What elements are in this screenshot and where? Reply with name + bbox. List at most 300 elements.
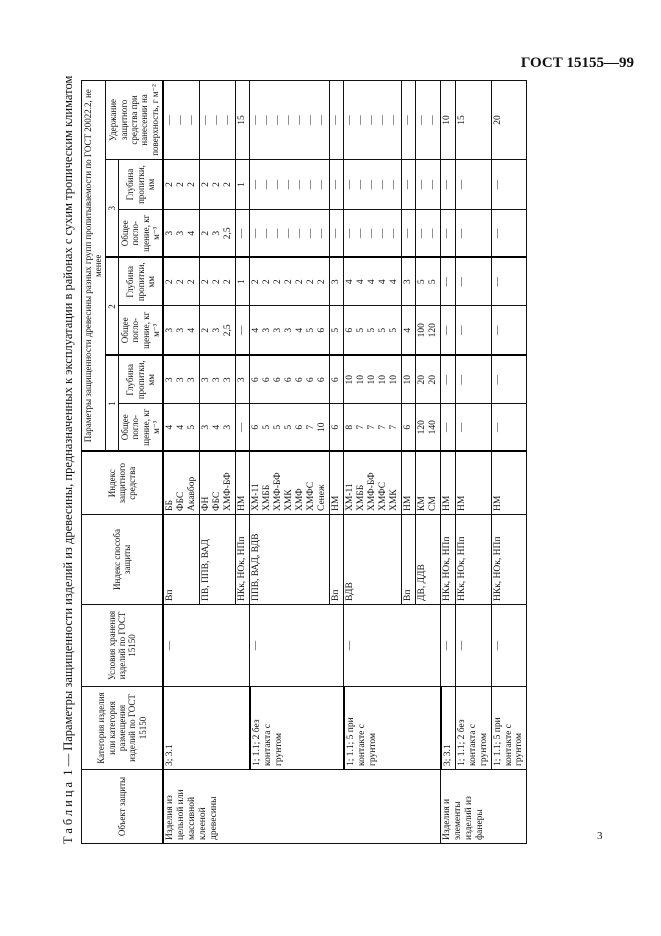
cell-value: 3 bbox=[212, 327, 223, 333]
cell-agent bbox=[236, 452, 250, 515]
cell-value: — bbox=[428, 179, 439, 190]
cell-value: 6 bbox=[284, 377, 295, 383]
cell-method: ДВ, ДДВ bbox=[416, 515, 441, 605]
table-row bbox=[441, 80, 455, 843]
cell-value: 5 bbox=[262, 424, 273, 430]
cell-value: — bbox=[367, 179, 378, 190]
cell-method: Вп bbox=[330, 515, 344, 605]
cell-value: — bbox=[389, 179, 400, 190]
cell-value: — bbox=[306, 228, 317, 238]
cell-value: 2 bbox=[273, 279, 284, 285]
cell-g2d bbox=[344, 258, 402, 306]
cell-value: — bbox=[306, 115, 317, 125]
agent-value: ХМК bbox=[389, 489, 400, 511]
agent-value: НМ bbox=[456, 495, 467, 511]
cell-value: — bbox=[442, 228, 453, 238]
cell-value: — bbox=[262, 228, 273, 238]
cell-g3a bbox=[330, 210, 344, 258]
cell-g2a bbox=[250, 306, 330, 356]
cell-value: 3 bbox=[187, 377, 198, 383]
cell-g3a bbox=[455, 210, 491, 258]
agent-value: ХМФ-БФ bbox=[273, 472, 284, 511]
cell-value: — bbox=[356, 228, 367, 238]
cell-value: — bbox=[331, 115, 342, 125]
cell-agent bbox=[416, 452, 441, 515]
cell-ret bbox=[250, 80, 330, 159]
cell-g1d bbox=[344, 356, 402, 404]
cell-g1d bbox=[455, 356, 491, 404]
cell-ret bbox=[402, 80, 416, 159]
cell-value: 2 bbox=[212, 279, 223, 285]
cell-value: 3 bbox=[212, 377, 223, 383]
cell-g3d bbox=[416, 160, 441, 210]
cell-value: 3 bbox=[165, 377, 176, 383]
rotated-table-stage bbox=[56, 75, 631, 844]
cell-value: 7 bbox=[389, 424, 400, 430]
cell-value: 10 bbox=[389, 375, 400, 385]
cell-g1d bbox=[491, 356, 527, 404]
cell-value: — bbox=[284, 115, 295, 125]
cell-value: — bbox=[176, 115, 187, 125]
col-category: Категория изделия или категория размещения изделий по ГОСТ 15150 bbox=[82, 687, 164, 770]
cell-category: 3; 3.1 bbox=[441, 687, 455, 770]
cell-value: 6 bbox=[273, 377, 284, 383]
cell-value: 7 bbox=[306, 424, 317, 430]
cell-value: 6 bbox=[251, 377, 262, 383]
cell-value: 4 bbox=[403, 327, 414, 333]
cell-object: Изделия из цельной или массивной клееной древесины bbox=[163, 770, 441, 844]
cell-g1d bbox=[402, 356, 416, 404]
cell-g2d bbox=[402, 258, 416, 306]
cell-ret bbox=[491, 80, 527, 159]
cell-g1a bbox=[250, 404, 330, 452]
col-g2-absorption: Общее погло- щение, кг м⁻³ bbox=[119, 306, 164, 356]
cell-g2a bbox=[455, 306, 491, 356]
cell-value: 5 bbox=[187, 424, 198, 430]
cell-value: 5 bbox=[417, 279, 428, 285]
cell-method: НКк, НОк, НПп bbox=[236, 515, 250, 605]
cell-g3a bbox=[491, 210, 527, 258]
cell-g3d bbox=[200, 160, 236, 210]
col-agent: Индекс защитного средства bbox=[82, 452, 164, 515]
agent-value: Сенеж bbox=[317, 484, 328, 511]
cell-value: 2 bbox=[212, 182, 223, 187]
col-retention: Удержание защитного средства при нанесении на поверхность, г м⁻² bbox=[105, 80, 163, 159]
cell-agent bbox=[330, 452, 344, 515]
cell-value: 5 bbox=[356, 327, 367, 333]
cell-storage: — bbox=[163, 605, 250, 687]
page-number: 3 bbox=[597, 830, 603, 842]
cell-category: 1; 1.1; 2 без контакта с грунтом bbox=[455, 687, 491, 770]
cell-agent bbox=[441, 452, 455, 515]
cell-value: — bbox=[389, 115, 400, 125]
cell-value: 15 bbox=[456, 115, 467, 125]
cell-g2d bbox=[455, 258, 491, 306]
agent-value: ХМК bbox=[284, 489, 295, 511]
caption-prefix: Таблица bbox=[61, 778, 75, 844]
cell-g1d bbox=[250, 356, 330, 404]
cell-g3d bbox=[441, 160, 455, 210]
cell-value: 3 bbox=[223, 424, 234, 430]
cell-value: 120 bbox=[417, 420, 428, 435]
cell-g2a bbox=[491, 306, 527, 356]
cell-value: 10 bbox=[367, 375, 378, 385]
cell-value: 6 bbox=[345, 327, 356, 333]
col-g3-depth: Глубина пропитки, мм bbox=[119, 160, 164, 210]
cell-value: — bbox=[331, 228, 342, 238]
cell-value: 10 bbox=[378, 375, 389, 385]
cell-value: 2 bbox=[251, 279, 262, 285]
cell-method: НКк, НОк, НПп bbox=[455, 515, 491, 605]
cell-method: Вп bbox=[163, 515, 200, 605]
cell-value: — bbox=[317, 228, 328, 238]
cell-g2a bbox=[236, 306, 250, 356]
cell-value: — bbox=[295, 115, 306, 125]
cell-value: 5 bbox=[273, 424, 284, 430]
cell-g3a bbox=[236, 210, 250, 258]
cell-value: — bbox=[356, 179, 367, 190]
col-params: Параметры защищенности древесины разных групп пропитываемости по ГОСТ 20022.2, не менее bbox=[82, 80, 106, 451]
cell-value: 2 bbox=[201, 279, 212, 285]
cell-storage: — bbox=[250, 605, 344, 687]
agent-value: ФН bbox=[201, 496, 212, 511]
cell-value: 4 bbox=[378, 279, 389, 285]
cell-value: — bbox=[492, 422, 503, 432]
agent-value: ХМББ bbox=[356, 484, 367, 511]
cell-value: 120 bbox=[428, 323, 439, 338]
cell-g2a bbox=[402, 306, 416, 356]
cell-g1d bbox=[200, 356, 236, 404]
cell-category: 1; 1.1; 5 при контакте с грунтом bbox=[344, 687, 441, 770]
cell-g1d bbox=[416, 356, 441, 404]
agent-value: ХМББ bbox=[262, 484, 273, 511]
cell-value: 3 bbox=[176, 377, 187, 383]
cell-category: 1; 1.1; 5 при контакте с грунтом bbox=[491, 687, 527, 770]
cell-value: 3 bbox=[176, 327, 187, 333]
cell-value: 3 bbox=[201, 424, 212, 430]
cell-value: 4 bbox=[389, 279, 400, 285]
cell-value: — bbox=[201, 115, 212, 125]
cell-value: — bbox=[417, 179, 428, 190]
cell-value: — bbox=[251, 228, 262, 238]
cell-value: 2 bbox=[223, 182, 234, 187]
cell-g1a bbox=[344, 404, 402, 452]
cell-value: 20 bbox=[492, 115, 503, 125]
cell-value: 5 bbox=[306, 327, 317, 333]
cell-g2d bbox=[163, 258, 200, 306]
cell-value: 20 bbox=[428, 375, 439, 385]
cell-g2d bbox=[250, 258, 330, 306]
document-id: ГОСТ 15155—99 bbox=[520, 55, 634, 71]
cell-g1a bbox=[330, 404, 344, 452]
agent-value: НМ bbox=[403, 495, 414, 511]
cell-value: — bbox=[295, 179, 306, 190]
col-object: Объект защиты bbox=[82, 770, 164, 844]
cell-ret bbox=[455, 80, 491, 159]
cell-value: 3 bbox=[403, 279, 414, 285]
col-storage: Условия хранения изделий по ГОСТ 15150 bbox=[82, 605, 164, 687]
agent-value: ХМ-11 bbox=[251, 483, 262, 511]
cell-g1a bbox=[402, 404, 416, 452]
cell-value: 10 bbox=[317, 422, 328, 432]
cell-agent bbox=[250, 452, 330, 515]
cell-value: — bbox=[345, 228, 356, 238]
cell-value: 6 bbox=[295, 377, 306, 383]
agent-value: НМ bbox=[237, 495, 248, 511]
cell-value: 10 bbox=[442, 115, 453, 125]
cell-g1d bbox=[330, 356, 344, 404]
cell-value: 4 bbox=[176, 424, 187, 430]
table-row bbox=[455, 80, 491, 843]
cell-value: 3 bbox=[284, 327, 295, 333]
cell-value: — bbox=[306, 179, 317, 190]
cell-value: — bbox=[212, 115, 223, 125]
cell-value: 10 bbox=[403, 375, 414, 385]
cell-value: 3 bbox=[212, 230, 223, 236]
cell-g1a bbox=[163, 404, 200, 452]
cell-value: 2 bbox=[165, 182, 176, 187]
cell-storage: — bbox=[441, 605, 455, 687]
cell-value: 2 bbox=[187, 279, 198, 285]
cell-object: Изделия и элементы изделий из фанеры bbox=[441, 770, 527, 844]
cell-value: 4 bbox=[356, 279, 367, 285]
cell-method: Вп bbox=[402, 515, 416, 605]
cell-value: — bbox=[367, 115, 378, 125]
cell-value: — bbox=[378, 115, 389, 125]
agent-value: ХМФС bbox=[306, 481, 317, 511]
cell-value: 2 bbox=[223, 279, 234, 285]
cell-value: — bbox=[456, 325, 467, 335]
protection-parameters-table bbox=[81, 80, 527, 844]
cell-value: — bbox=[442, 375, 453, 385]
cell-value: — bbox=[492, 375, 503, 385]
cell-g1a bbox=[455, 404, 491, 452]
cell-value: 4 bbox=[345, 279, 356, 285]
cell-value: 6 bbox=[295, 424, 306, 430]
cell-ret bbox=[330, 80, 344, 159]
cell-g3a bbox=[441, 210, 455, 258]
cell-value: 2 bbox=[165, 279, 176, 285]
cell-value: — bbox=[492, 277, 503, 287]
cell-value: — bbox=[492, 228, 503, 238]
cell-g1d bbox=[163, 356, 200, 404]
cell-value: 2 bbox=[284, 279, 295, 285]
cell-value: 1 bbox=[237, 182, 248, 187]
cell-value: — bbox=[389, 228, 400, 238]
cell-g2a bbox=[200, 306, 236, 356]
cell-value: 2 bbox=[295, 279, 306, 285]
cell-g3d bbox=[236, 160, 250, 210]
cell-value: — bbox=[456, 228, 467, 238]
cell-value: 2,5 bbox=[223, 324, 234, 337]
cell-g3d bbox=[163, 160, 200, 210]
cell-g2d bbox=[416, 258, 441, 306]
cell-ret bbox=[200, 80, 236, 159]
cell-value: 6 bbox=[262, 377, 273, 383]
cell-g2d bbox=[330, 258, 344, 306]
cell-value: — bbox=[456, 375, 467, 385]
cell-value: 1 bbox=[237, 279, 248, 285]
cell-value: 3 bbox=[201, 377, 212, 383]
cell-value: 15 bbox=[237, 115, 248, 125]
table-row bbox=[163, 80, 200, 843]
cell-value: — bbox=[345, 179, 356, 190]
cell-value: — bbox=[223, 115, 234, 125]
cell-value: 5 bbox=[389, 327, 400, 333]
agent-value: ХМФ-БФ bbox=[367, 472, 378, 511]
cell-value: 2,5 bbox=[223, 227, 234, 240]
cell-category: 3; 3.1 bbox=[163, 687, 250, 770]
cell-g3a bbox=[402, 210, 416, 258]
cell-value: — bbox=[262, 179, 273, 190]
cell-value: — bbox=[492, 179, 503, 190]
cell-value: 7 bbox=[367, 424, 378, 430]
cell-g3d bbox=[491, 160, 527, 210]
cell-value: — bbox=[262, 115, 273, 125]
cell-value: 4 bbox=[187, 327, 198, 333]
cell-g3d bbox=[250, 160, 330, 210]
cell-g2a bbox=[441, 306, 455, 356]
cell-value: — bbox=[295, 228, 306, 238]
cell-value: 100 bbox=[417, 323, 428, 338]
cell-value: 10 bbox=[356, 375, 367, 385]
cell-value: 4 bbox=[251, 327, 262, 333]
cell-value: — bbox=[428, 228, 439, 238]
agent-value: ФБС bbox=[212, 491, 223, 511]
table-row bbox=[250, 80, 330, 843]
cell-ret bbox=[236, 80, 250, 159]
cell-agent bbox=[163, 452, 200, 515]
cell-value: — bbox=[251, 115, 262, 125]
cell-value: 3 bbox=[273, 327, 284, 333]
table-row bbox=[344, 80, 402, 843]
cell-ret bbox=[441, 80, 455, 159]
cell-value: — bbox=[273, 115, 284, 125]
cell-value: 8 bbox=[345, 424, 356, 430]
cell-value: 2 bbox=[176, 279, 187, 285]
agent-value: ХМФС bbox=[378, 481, 389, 511]
cell-ret bbox=[344, 80, 402, 159]
cell-value: — bbox=[378, 179, 389, 190]
cell-g1d bbox=[236, 356, 250, 404]
cell-value: — bbox=[403, 179, 414, 190]
cell-method: НКк, НОк, НПп bbox=[491, 515, 527, 605]
cell-value: 6 bbox=[331, 377, 342, 383]
cell-value: 2 bbox=[317, 279, 328, 285]
agent-value: НМ bbox=[442, 495, 453, 511]
cell-value: 3 bbox=[331, 279, 342, 285]
cell-value: — bbox=[442, 325, 453, 335]
cell-value: — bbox=[442, 422, 453, 432]
table-body bbox=[163, 80, 526, 843]
cell-value: 6 bbox=[331, 424, 342, 430]
cell-value: — bbox=[442, 179, 453, 190]
cell-value: — bbox=[417, 115, 428, 125]
cell-value: 20 bbox=[417, 375, 428, 385]
col-group-3: 3 bbox=[105, 160, 118, 258]
cell-value: 4 bbox=[295, 327, 306, 333]
col-g3-absorption: Общее погло- щение, кг м⁻³ bbox=[119, 210, 164, 258]
cell-method: НКк, НОк, НПп bbox=[441, 515, 455, 605]
agent-value: НМ bbox=[492, 495, 503, 511]
cell-value: 3 bbox=[165, 327, 176, 333]
cell-ret bbox=[416, 80, 441, 159]
cell-value: — bbox=[367, 228, 378, 238]
cell-value: 10 bbox=[345, 375, 356, 385]
cell-g3d bbox=[455, 160, 491, 210]
cell-value: 6 bbox=[403, 424, 414, 430]
cell-value: 2 bbox=[201, 182, 212, 187]
cell-value: 5 bbox=[378, 327, 389, 333]
cell-g1a bbox=[200, 404, 236, 452]
cell-value: 6 bbox=[317, 327, 328, 333]
cell-method: ВДВ bbox=[344, 515, 402, 605]
cell-g2a bbox=[330, 306, 344, 356]
cell-value: — bbox=[456, 422, 467, 432]
agent-value: ББ bbox=[165, 500, 176, 511]
cell-value: 7 bbox=[378, 424, 389, 430]
cell-value: 4 bbox=[187, 230, 198, 236]
cell-g3a bbox=[416, 210, 441, 258]
cell-g2d bbox=[236, 258, 250, 306]
col-method: Индекс способа защиты bbox=[82, 515, 164, 605]
cell-g2a bbox=[416, 306, 441, 356]
cell-ret bbox=[163, 80, 200, 159]
cell-value: 5 bbox=[331, 327, 342, 333]
cell-g3a bbox=[250, 210, 330, 258]
agent-value: КМ bbox=[417, 496, 428, 511]
cell-value: — bbox=[403, 228, 414, 238]
cell-g2d bbox=[441, 258, 455, 306]
table-caption bbox=[56, 76, 80, 844]
cell-storage: — bbox=[344, 605, 441, 687]
cell-value: 3 bbox=[165, 230, 176, 236]
agent-value: ХМ-11 bbox=[345, 483, 356, 511]
cell-value: — bbox=[187, 115, 198, 125]
cell-value: 2 bbox=[176, 182, 187, 187]
cell-value: — bbox=[273, 179, 284, 190]
col-g1-absorption: Общее погло- щение, кг м⁻³ bbox=[119, 404, 164, 452]
cell-g1a bbox=[491, 404, 527, 452]
cell-value: 6 bbox=[306, 377, 317, 383]
cell-value: 5 bbox=[428, 279, 439, 285]
cell-value: — bbox=[403, 115, 414, 125]
cell-value: 2 bbox=[201, 327, 212, 333]
cell-value: 2 bbox=[187, 182, 198, 187]
cell-g3a bbox=[200, 210, 236, 258]
col-group-2: 2 bbox=[105, 258, 118, 356]
caption-text: 1 — Параметры защищенности изделий из древесины, предназначенных к эксплуатации в районах с сухим тропическим климатом bbox=[61, 75, 75, 779]
cell-value: 6 bbox=[251, 424, 262, 430]
cell-g3a bbox=[163, 210, 200, 258]
cell-value: — bbox=[317, 179, 328, 190]
cell-value: 4 bbox=[367, 279, 378, 285]
cell-agent bbox=[200, 452, 236, 515]
cell-value: 7 bbox=[356, 424, 367, 430]
cell-value: 140 bbox=[428, 420, 439, 435]
cell-g1a bbox=[416, 404, 441, 452]
cell-value: — bbox=[237, 325, 248, 335]
cell-value: 2 bbox=[262, 279, 273, 285]
cell-value: — bbox=[356, 115, 367, 125]
cell-value: — bbox=[428, 115, 439, 125]
col-g2-depth: Глубина пропитки, мм bbox=[119, 258, 164, 306]
cell-value: — bbox=[237, 422, 248, 432]
cell-method: ПВ, ППВ, ВАД bbox=[200, 515, 236, 605]
cell-value: — bbox=[237, 228, 248, 238]
cell-g2a bbox=[344, 306, 402, 356]
cell-value: — bbox=[284, 179, 295, 190]
